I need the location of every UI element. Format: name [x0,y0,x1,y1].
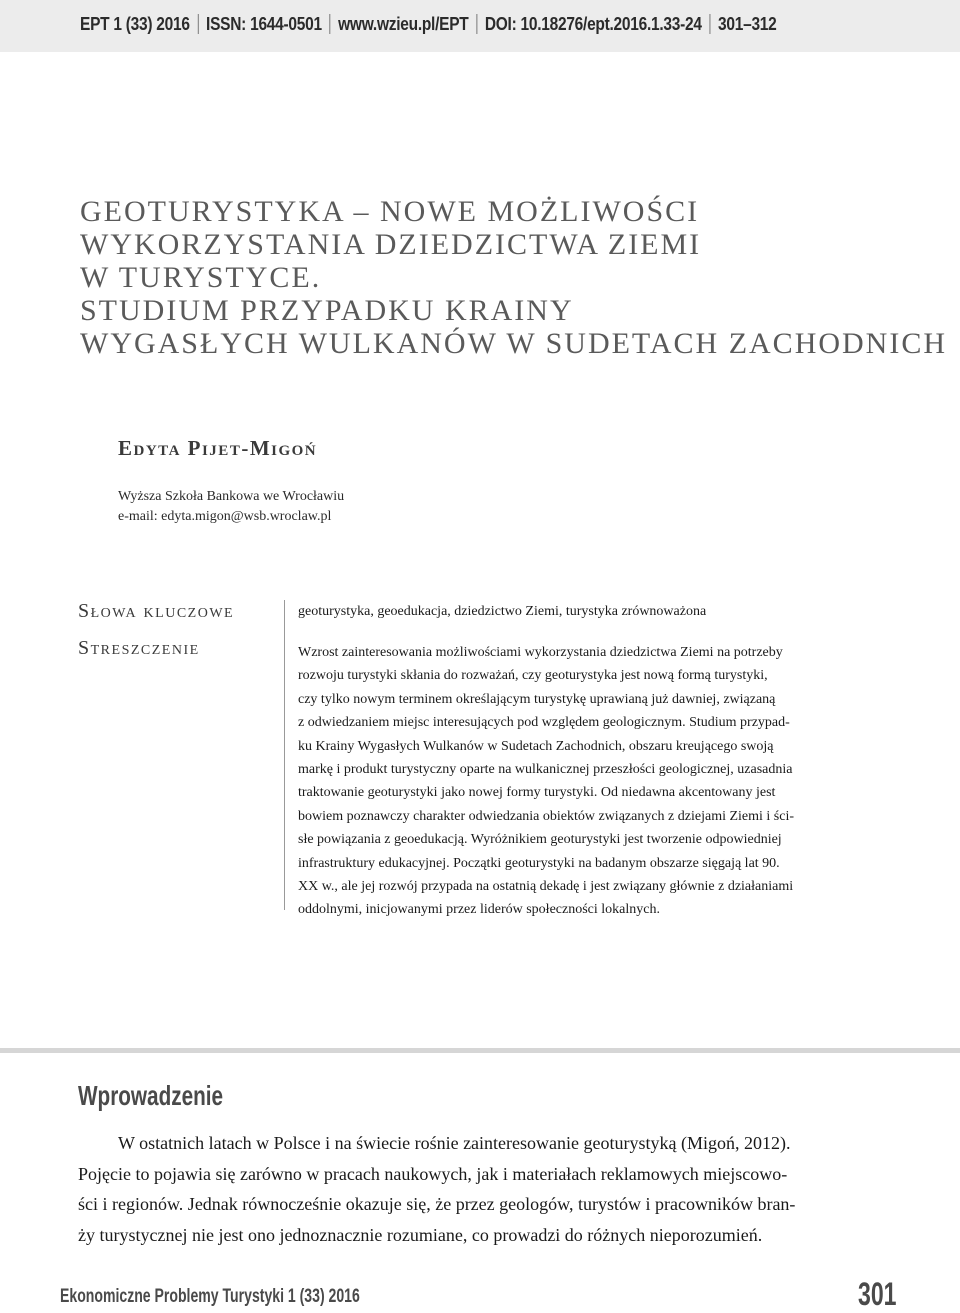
title-line: WYGASŁYCH WULKANÓW W SUDETACH ZACHODNICH [80,327,948,360]
intro-line: ści i regionów. Jednak równocześnie okazuje się, że przez geologów, turystów i pracowników bran- [78,1194,796,1214]
footer-journal-name: Ekonomiczne Problemy Turystyki 1 (33) 2016 [60,1286,360,1307]
title-line: W TURYSTYCE. [80,261,322,294]
footer-page-number: 301 [858,1276,897,1312]
author-name: Edyta Pijet-Migoń [118,436,318,460]
header-separator [330,14,331,34]
journal-issn: ISSN: 1644-0501 [206,14,322,34]
title-line: WYKORZYSTANIA DZIEDZICTWA ZIEMI [80,228,702,261]
page-range: 301–312 [718,14,777,34]
abstract-line: bowiem poznawczy charakter odwiedzania obiektów związanych z dziejami Ziemi i ści- [298,808,795,824]
introduction-paragraph [78,1128,893,1250]
abstract-text [298,641,898,922]
abstract-line: z odwiedzaniem miejsc interesujących pod względem geologicznym. Studium przypad- [298,715,790,731]
keywords-label: Słowa kluczowe [78,600,235,622]
article-doi[interactable]: DOI: 10.18276/ept.2016.1.33-24 [484,14,702,34]
journal-url[interactable]: www.wzieu.pl/EPT [338,14,469,34]
abstract-line: słe powiązania z geoedukacją. Wyróżnikiem geoturystyki jest tworzenie odpowiedniej [298,832,782,848]
section-divider [0,1048,960,1053]
abstract-line: XX w., ale jej rozwój przypada na ostatnią dekadę i jest związany głównie z działaniami [298,879,794,895]
abstract-label: Streszczenie [78,637,200,659]
abstract-line: rozwoju turystyki skłania do rozważań, czy geoturystyka jest nową formą turystyki, [298,668,768,684]
intro-line: Pojęcie to pojawia się zarówno w pracach naukowych, jak i materiałach reklamowych miejscowo- [78,1163,788,1184]
author-affiliation: Wyższa Szkoła Bankowa we Wrocławiu [118,489,345,504]
journal-issue: EPT 1 (33) 2016 [80,14,190,34]
abstract-line: traktowanie geoturystyki jako nowej formy turystyki. Od niedawna akcentowany jest [298,785,776,801]
section-heading-introduction: Wprowadzenie [78,1080,224,1111]
abstract-line: Wzrost zainteresowania możliwościami wykorzystania dziedzictwa Ziemi na potrzeby [298,645,783,660]
journal-header-bar [0,0,960,52]
header-separator [476,14,477,34]
abstract-line: ku Krainy Wygasłych Wulkanów w Sudetach Zachodnich, obszaru kreującego swoją [298,738,774,754]
abstract-line: oddolnymi, inicjowanymi przez liderów społeczności lokalnych. [298,902,660,918]
abstract-line: infrastruktury edukacyjnej. Początki geoturystyki na badanym obszarze sięgają lat 90. [298,855,780,871]
journal-header-text [80,14,777,35]
author-affiliation-block [118,487,344,527]
header-separator [197,14,198,34]
abstract-line: markę i produkt turystyczny oparte na wulkanicznej przeszłości geologicznej, uzasadnia [298,762,793,778]
abstract-line: czy tylko nowym terminem określającym turystykę uprawianą już dawniej, związaną [298,691,776,707]
keywords-text: geoturystyka, geoedukacja, dziedzictwo Ziemi, turystyka zrównoważona [298,604,707,619]
column-divider [284,600,285,910]
title-line: GEOTURYSTYKA – NOWE MOŻLIWOŚCI [80,195,700,228]
article-title [80,195,948,360]
author-email[interactable]: e-mail: edyta.migon@wsb.wroclaw.pl [118,509,332,524]
intro-line: W ostatnich latach w Polsce i na świecie rośnie zainteresowanie geoturystyką (Migoń, 2012). [118,1133,791,1153]
title-line: STUDIUM PRZYPADKU KRAINY [80,294,574,327]
intro-line: ży turystycznej nie jest ono jednoznacznie rozumiane, co prowadzi do różnych nieporozumień. [78,1224,763,1245]
header-separator [709,14,710,34]
